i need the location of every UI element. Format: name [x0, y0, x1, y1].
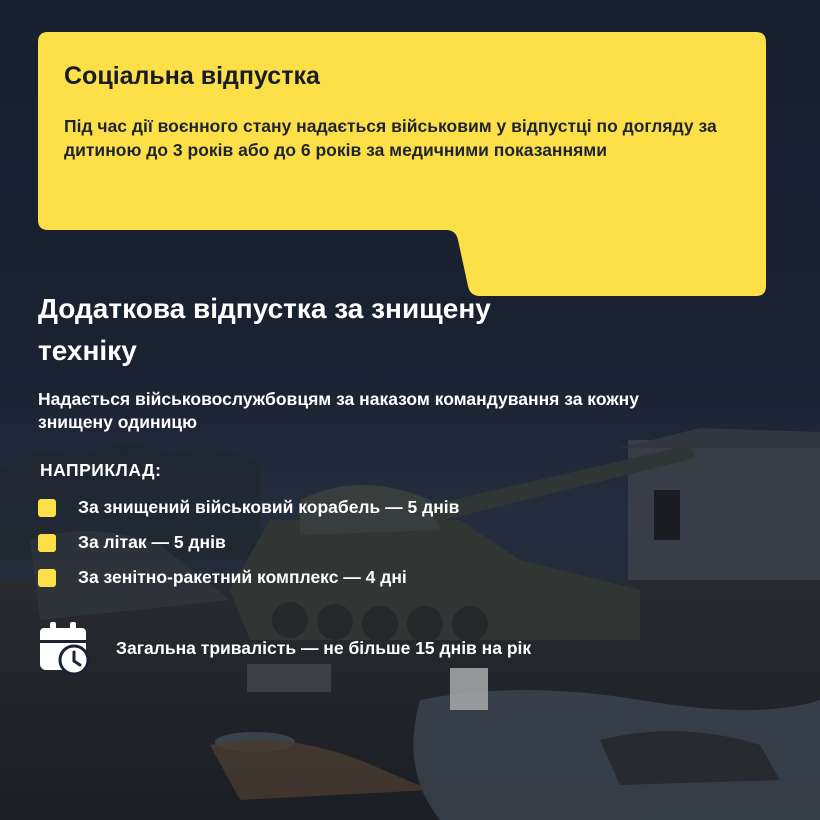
example-label: НАПРИКЛАД:: [40, 460, 162, 480]
bullet-square-icon: [38, 569, 56, 587]
examples-list: [38, 490, 459, 595]
list-item: [38, 525, 459, 560]
total-duration-text: Загальна тривалість — не більше 15 днів на рік: [116, 637, 532, 658]
list-item: [38, 490, 459, 525]
list-item-text: За літак — 5 днів: [78, 532, 226, 552]
section-text: Надається військовослужбовцям за наказом командування за кожну знищену одиницю: [38, 389, 639, 432]
total-duration: [38, 620, 531, 676]
list-item: [38, 560, 459, 595]
bullet-square-icon: [38, 534, 56, 552]
calendar-clock-icon: [38, 620, 92, 676]
list-item-text: За зенітно-ракетний комплекс — 4 дні: [78, 567, 407, 587]
bullet-square-icon: [38, 499, 56, 517]
card-text: Під час дії воєнного стану надається військовим у відпустці по догляду за дитиною до 3 років або до 6 років за медичними показаннями: [64, 116, 717, 160]
section-title: Додаткова відпустка за знищену техніку: [38, 293, 491, 366]
card-title: Соціальна відпустка: [64, 62, 320, 90]
list-item-text: За знищений військовий корабель — 5 днів: [78, 497, 460, 517]
